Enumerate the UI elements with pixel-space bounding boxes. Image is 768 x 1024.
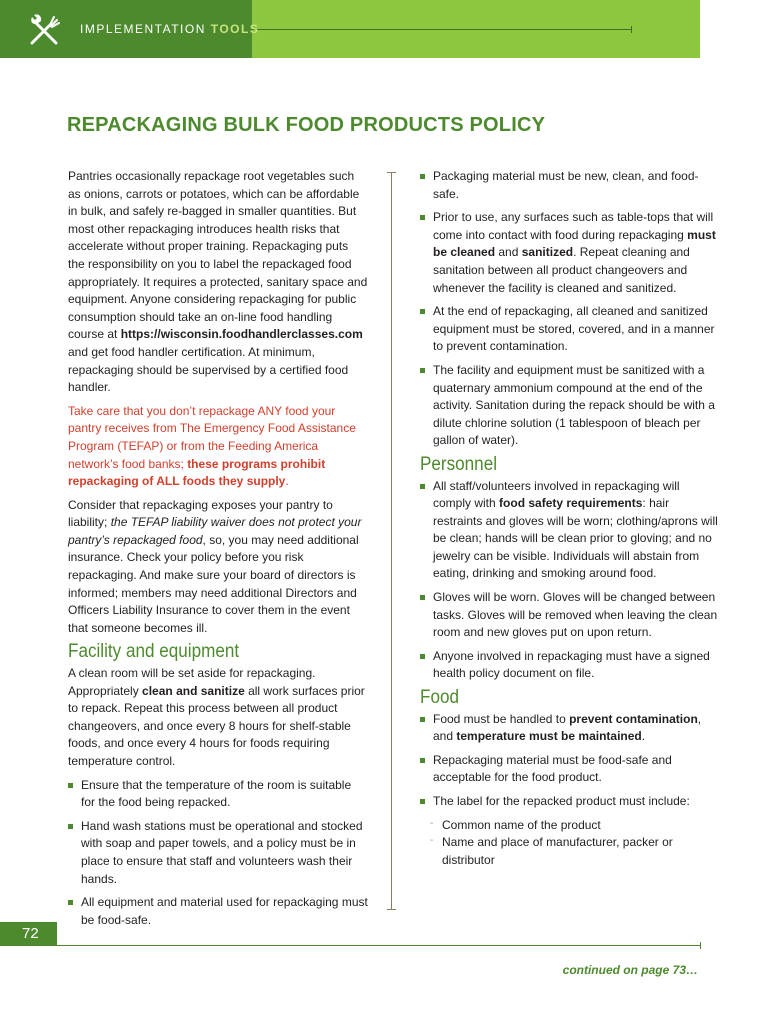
facility-list bbox=[68, 777, 368, 930]
header-rule bbox=[252, 29, 632, 30]
right-column bbox=[420, 168, 720, 869]
page-number: 72 bbox=[0, 922, 57, 946]
food-list bbox=[420, 711, 720, 811]
page-title: REPACKAGING BULK FOOD PRODUCTS POLICY bbox=[67, 114, 546, 136]
list-item: Packaging material must be new, clean, and food-safe. bbox=[420, 168, 720, 203]
list-item: Repackaging material must be food-safe and acceptable for the food product. bbox=[420, 752, 720, 787]
personnel-list bbox=[420, 478, 720, 684]
personnel-heading: Personnel bbox=[420, 453, 498, 475]
list-item: Ensure that the temperature of the room is suitable for the food being repacked. bbox=[68, 777, 368, 812]
list-item: Hand wash stations must be operational and stocked with soap and paper towels, and a policy must be in place to ensure that staff and volunteers wash their hands. bbox=[68, 818, 368, 888]
list-item: Gloves will be worn. Gloves will be changed between tasks. Gloves will be removed when leaving the clean room and new gloves put on upon return. bbox=[420, 589, 720, 642]
section-label: IMPLEMENTATION TOOLS bbox=[80, 22, 260, 36]
column-divider-cap-bottom bbox=[387, 909, 396, 910]
list-item: At the end of repackaging, all cleaned and sanitized equipment must be stored, covered, and in a manner to prevent contamination. bbox=[420, 303, 720, 356]
footer-rule bbox=[57, 945, 701, 946]
list-item: The label for the repacked product must include: bbox=[420, 793, 720, 811]
list-item: The facility and equipment must be sanitized with a quaternary ammonium compound at the end of the activity. Sanitation during the repack should be with a dilute chlorine solution (1 tablespoon of bleach per gallon of water). bbox=[420, 362, 720, 450]
list-item: All equipment and material used for repackaging must be food-safe. bbox=[68, 894, 368, 929]
list-item: - Name and place of manufacturer, packer or distributor bbox=[430, 834, 720, 869]
liability-paragraph: Consider that repackaging exposes your pantry to liability; the TEFAP liability waiver does not protect your pantry’s repackaged food, so, you may need additional insurance. Check your policy before you risk repackaging. And make sure your board of directors is informed; members may need additional Directors and Officers Liability Insurance to cover them in the event that someone becomes ill. bbox=[68, 497, 362, 635]
column-divider bbox=[391, 172, 392, 910]
facility-list-continued bbox=[420, 168, 720, 450]
list-item: - Common name of the product bbox=[430, 817, 720, 835]
list-item: Anyone involved in repackaging must have a signed health policy document on file. bbox=[420, 648, 720, 683]
footer-rule-end bbox=[700, 942, 701, 949]
list-item: All staff/volunteers involved in repackaging will comply with food safety requirements: hair restraints and gloves will be worn; clothing/aprons will be clean; hands will be clean prior to gloving; and no jewelry can be visible. Individuals will abstain from eating, drinking and smoking around food. bbox=[420, 478, 720, 584]
tefap-warning: Take care that you don’t repackage ANY food your pantry receives from The Emergency Food Assistance Program (TEFAP) or from the Feeding America network’s food banks; these programs prohibit repackaging of ALL foods they supply. bbox=[68, 403, 356, 489]
list-item: Food must be handled to prevent contamination, and temperature must be maintained. bbox=[420, 711, 720, 746]
intro-paragraph: Pantries occasionally repackage root vegetables such as onions, carrots or potatoes, which can be affordable in bulk, and safely re-bagged in smaller quantities. But most other repackaging introduces health risks that accelerate without proper training. Repackaging puts the responsibility on you to label the repackaged food appropriately. It requires a protected, sanitary space and equipment. Anyone considering repackaging for public consumption should take an on-line food handling course at https://wisconsin.foodhandlerclasses.com and get food handler certification. At minimum, repackaging should be supervised by a certified food handler. bbox=[68, 169, 368, 395]
left-column bbox=[68, 168, 368, 935]
facility-heading: Facility and equipment bbox=[68, 641, 240, 663]
label-requirements-list bbox=[420, 817, 720, 870]
continued-note: continued on page 73… bbox=[562, 963, 698, 977]
food-heading: Food bbox=[420, 687, 459, 709]
food-handler-link[interactable]: https://wisconsin.foodhandlerclasses.com bbox=[120, 327, 363, 342]
list-item: Prior to use, any surfaces such as table-tops that will come into contact with food during repackaging must be cleaned and sanitized. Repeat cleaning and sanitation between all product changeovers and whenever the facility is cleaned and sanitized. bbox=[420, 209, 720, 297]
facility-intro: A clean room will be set aside for repackaging. Appropriately clean and sanitize all work surfaces prior to repack. Repeat this process between all product changeovers, and once every 8 hours for shelf-stable foods, and once every 4 hours for foods requiring temperature control. bbox=[68, 666, 365, 768]
column-divider-cap-top bbox=[387, 172, 396, 173]
header-rule-end bbox=[631, 26, 632, 33]
fork-and-wrench-icon bbox=[26, 13, 62, 49]
